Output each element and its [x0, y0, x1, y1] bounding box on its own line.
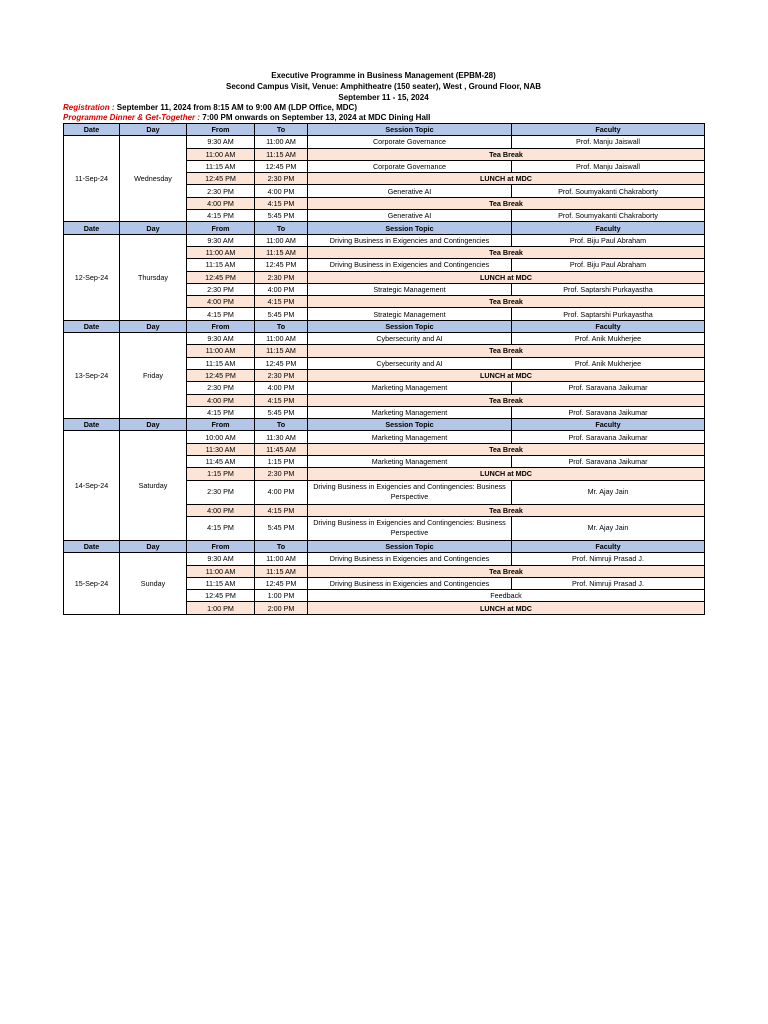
dinner-text: 7:00 PM onwards on September 13, 2024 at MDC Dining Hall [200, 113, 431, 122]
session-row [64, 136, 705, 148]
header-from: From [187, 124, 255, 136]
to-time: 11:30 AM [255, 431, 308, 443]
from-time: 11:30 AM [187, 443, 255, 455]
header-day: Day [120, 222, 187, 234]
from-time: 4:00 PM [187, 504, 255, 516]
from-time: 2:30 PM [187, 185, 255, 197]
session-topic: Strategic Management [308, 308, 512, 320]
registration-text: September 11, 2024 from 8:15 AM to 9:00 AM (LDP Office, MDC) [114, 103, 357, 112]
to-time: 4:15 PM [255, 197, 308, 209]
to-time: 2:00 PM [255, 602, 308, 614]
to-time: 2:30 PM [255, 369, 308, 381]
session-topic: Cybersecurity and AI [308, 333, 512, 345]
from-time: 1:15 PM [187, 468, 255, 480]
to-time: 2:30 PM [255, 468, 308, 480]
header-from: From [187, 320, 255, 332]
header-row [64, 222, 705, 234]
header-session-topic: Session Topic [308, 540, 512, 552]
header-to: To [255, 540, 308, 552]
header-date: Date [64, 222, 120, 234]
header-faculty: Faculty [512, 320, 705, 332]
to-time: 5:45 PM [255, 406, 308, 418]
to-time: 4:15 PM [255, 296, 308, 308]
session-topic: Generative AI [308, 185, 512, 197]
break-label: Tea Break [308, 565, 705, 577]
from-time: 11:15 AM [187, 577, 255, 589]
session-topic: Marketing Management [308, 456, 512, 468]
header-row [64, 124, 705, 136]
header-day: Day [120, 124, 187, 136]
faculty-name: Prof. Saravana Jaikumar [512, 456, 705, 468]
from-time: 11:00 AM [187, 345, 255, 357]
header-faculty: Faculty [512, 222, 705, 234]
from-time: 12:45 PM [187, 590, 255, 602]
break-label: Tea Break [308, 296, 705, 308]
session-topic: Driving Business in Exigencies and Contingencies: Business Perspective [308, 516, 512, 540]
from-time: 9:30 AM [187, 234, 255, 246]
to-time: 12:45 PM [255, 259, 308, 271]
day-cell: Sunday [120, 553, 187, 614]
session-topic: Driving Business in Exigencies and Contingencies: Business Perspective [308, 480, 512, 504]
break-label: LUNCH at MDC [308, 369, 705, 381]
to-time: 11:15 AM [255, 246, 308, 258]
header-session-topic: Session Topic [308, 222, 512, 234]
to-time: 11:15 AM [255, 565, 308, 577]
date-cell: 15-Sep-24 [64, 553, 120, 614]
session-topic: Marketing Management [308, 431, 512, 443]
session-topic: Marketing Management [308, 382, 512, 394]
feedback-label: Feedback [308, 590, 705, 602]
session-topic: Strategic Management [308, 283, 512, 295]
header-day: Day [120, 320, 187, 332]
header-day: Day [120, 540, 187, 552]
faculty-name: Prof. Saravana Jaikumar [512, 406, 705, 418]
break-label: Tea Break [308, 148, 705, 160]
registration-label: Registration : [63, 103, 115, 112]
faculty-name: Prof. Anik Mukherjee [512, 357, 705, 369]
to-time: 12:45 PM [255, 160, 308, 172]
break-label: LUNCH at MDC [308, 468, 705, 480]
header-from: From [187, 419, 255, 431]
to-time: 11:15 AM [255, 148, 308, 160]
header-to: To [255, 320, 308, 332]
to-time: 4:15 PM [255, 394, 308, 406]
to-time: 1:00 PM [255, 590, 308, 602]
to-time: 4:00 PM [255, 283, 308, 295]
header-from: From [187, 540, 255, 552]
faculty-name: Prof. Nimruji Prasad J. [512, 577, 705, 589]
day-cell: Thursday [120, 234, 187, 320]
faculty-name: Prof. Biju Paul Abraham [512, 259, 705, 271]
from-time: 11:00 AM [187, 565, 255, 577]
header-faculty: Faculty [512, 419, 705, 431]
session-topic: Corporate Governance [308, 160, 512, 172]
day-cell: Friday [120, 333, 187, 419]
to-time: 1:15 PM [255, 456, 308, 468]
header-session-topic: Session Topic [308, 419, 512, 431]
header-row [64, 320, 705, 332]
from-time: 4:15 PM [187, 308, 255, 320]
from-time: 11:45 AM [187, 456, 255, 468]
from-time: 12:45 PM [187, 173, 255, 185]
to-time: 11:00 AM [255, 234, 308, 246]
session-topic: Cybersecurity and AI [308, 357, 512, 369]
faculty-name: Prof. Soumyakanti Chakraborty [512, 210, 705, 222]
to-time: 11:00 AM [255, 333, 308, 345]
faculty-name: Prof. Manju Jaiswall [512, 160, 705, 172]
venue-line: Second Campus Visit, Venue: Amphitheatre (150 seater), West , Ground Floor, NAB [225, 82, 542, 91]
header-to: To [255, 222, 308, 234]
header-to: To [255, 124, 308, 136]
to-time: 5:45 PM [255, 308, 308, 320]
to-time: 2:30 PM [255, 271, 308, 283]
dinner-label: Programme Dinner & Get-Together : [63, 113, 201, 122]
to-time: 12:45 PM [255, 577, 308, 589]
from-time: 11:15 AM [187, 357, 255, 369]
break-label: Tea Break [308, 443, 705, 455]
from-time: 2:30 PM [187, 283, 255, 295]
faculty-name: Prof. Manju Jaiswall [512, 136, 705, 148]
from-time: 9:30 AM [187, 553, 255, 565]
break-label: LUNCH at MDC [308, 173, 705, 185]
programme-title: Executive Programme in Business Management (EPBM-28) [271, 71, 496, 80]
registration-line [63, 103, 704, 113]
session-row [64, 333, 705, 345]
faculty-name: Prof. Biju Paul Abraham [512, 234, 705, 246]
schedule-sheet [63, 70, 704, 615]
faculty-name: Prof. Soumyakanti Chakraborty [512, 185, 705, 197]
header-from: From [187, 222, 255, 234]
from-time: 9:30 AM [187, 136, 255, 148]
to-time: 11:15 AM [255, 345, 308, 357]
from-time: 2:30 PM [187, 480, 255, 504]
from-time: 11:00 AM [187, 148, 255, 160]
to-time: 12:45 PM [255, 357, 308, 369]
faculty-name: Prof. Anik Mukherjee [512, 333, 705, 345]
faculty-name: Prof. Saptarshi Purkayastha [512, 308, 705, 320]
break-label: Tea Break [308, 504, 705, 516]
from-time: 9:30 AM [187, 333, 255, 345]
date-cell: 12-Sep-24 [64, 234, 120, 320]
header-date: Date [64, 540, 120, 552]
session-topic: Marketing Management [308, 406, 512, 418]
from-time: 4:15 PM [187, 406, 255, 418]
header-row [64, 419, 705, 431]
day-cell: Saturday [120, 431, 187, 540]
dinner-line [63, 113, 704, 123]
faculty-name: Prof. Saravana Jaikumar [512, 431, 705, 443]
from-time: 12:45 PM [187, 369, 255, 381]
from-time: 12:45 PM [187, 271, 255, 283]
from-time: 11:15 AM [187, 160, 255, 172]
date-cell: 13-Sep-24 [64, 333, 120, 419]
from-time: 11:00 AM [187, 246, 255, 258]
day-cell: Wednesday [120, 136, 187, 222]
session-topic: Driving Business in Exigencies and Contingencies [308, 553, 512, 565]
from-time: 4:00 PM [187, 296, 255, 308]
to-time: 4:00 PM [255, 382, 308, 394]
faculty-name: Prof. Nimruji Prasad J. [512, 553, 705, 565]
header-date: Date [64, 124, 120, 136]
dates-line: September 11 - 15, 2024 [338, 93, 429, 102]
to-time: 2:30 PM [255, 173, 308, 185]
to-time: 5:45 PM [255, 516, 308, 540]
header-faculty: Faculty [512, 124, 705, 136]
from-time: 2:30 PM [187, 382, 255, 394]
from-time: 4:00 PM [187, 197, 255, 209]
header-date: Date [64, 419, 120, 431]
break-label: LUNCH at MDC [308, 602, 705, 614]
from-time: 1:00 PM [187, 602, 255, 614]
date-cell: 14-Sep-24 [64, 431, 120, 540]
header-to: To [255, 419, 308, 431]
faculty-name: Mr. Ajay Jain [512, 516, 705, 540]
header-faculty: Faculty [512, 540, 705, 552]
to-time: 4:00 PM [255, 480, 308, 504]
from-time: 4:15 PM [187, 210, 255, 222]
date-cell: 11-Sep-24 [64, 136, 120, 222]
from-time: 11:15 AM [187, 259, 255, 271]
faculty-name: Mr. Ajay Jain [512, 480, 705, 504]
session-row [64, 234, 705, 246]
session-topic: Driving Business in Exigencies and Contingencies [308, 577, 512, 589]
break-label: Tea Break [308, 345, 705, 357]
break-label: Tea Break [308, 197, 705, 209]
break-label: Tea Break [308, 246, 705, 258]
header-day: Day [120, 419, 187, 431]
session-row [64, 431, 705, 443]
header-row [64, 540, 705, 552]
session-topic: Generative AI [308, 210, 512, 222]
from-time: 10:00 AM [187, 431, 255, 443]
header-date: Date [64, 320, 120, 332]
session-topic: Driving Business in Exigencies and Contingencies [308, 234, 512, 246]
header-session-topic: Session Topic [308, 320, 512, 332]
session-topic: Corporate Governance [308, 136, 512, 148]
session-topic: Driving Business in Exigencies and Contingencies [308, 259, 512, 271]
to-time: 11:00 AM [255, 136, 308, 148]
to-time: 4:00 PM [255, 185, 308, 197]
to-time: 11:45 AM [255, 443, 308, 455]
faculty-name: Prof. Saptarshi Purkayastha [512, 283, 705, 295]
faculty-name: Prof. Saravana Jaikumar [512, 382, 705, 394]
break-label: Tea Break [308, 394, 705, 406]
from-time: 4:15 PM [187, 516, 255, 540]
to-time: 5:45 PM [255, 210, 308, 222]
header-session-topic: Session Topic [308, 124, 512, 136]
to-time: 11:00 AM [255, 553, 308, 565]
schedule-table [63, 123, 705, 615]
session-row [64, 553, 705, 565]
break-label: LUNCH at MDC [308, 271, 705, 283]
from-time: 4:00 PM [187, 394, 255, 406]
to-time: 4:15 PM [255, 504, 308, 516]
